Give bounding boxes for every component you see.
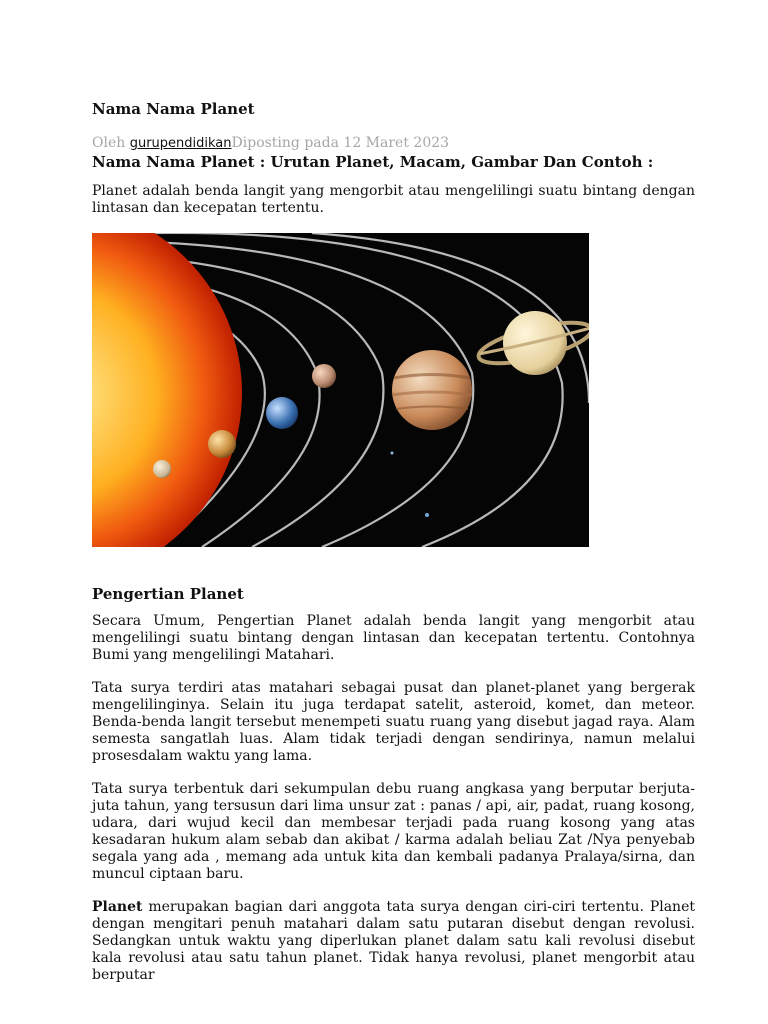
author-link[interactable]: gurupendidikan <box>129 136 232 151</box>
byline-prefix: Oleh <box>92 135 130 151</box>
distant-planet-icon <box>391 452 394 455</box>
mercury-icon <box>153 460 171 478</box>
section-title: Pengertian Planet <box>92 585 244 604</box>
paragraph-definition: Secara Umum, Pengertian Planet adalah benda langit yang mengorbit atau mengelilingi suatu bintang dengan lintasan dan kecepatan tertentu. Contohnya Bumi yang mengelilingi Matahari. <box>92 613 695 664</box>
paragraph-formation: Tata surya terbentuk dari sekumpulan debu ruang angkasa yang berputar berjuta-juta tahun, yang tersusun dari lima unsur zat : panas / api, air, padat, ruang kosong, udara, dari wujud kecil dan membesar terjadi pada ruang kosong yang atas kesadaran hukum alam sebab dan akibat / karma adalah beliau Zat /Nya penyebab segala yang ada , memang ada untuk kita dan kembali padanya Pralaya/sirna, dan muncul ciptaan baru. <box>92 781 695 883</box>
venus-icon <box>208 430 236 458</box>
article-body <box>92 100 695 1000</box>
intro-paragraph: Planet adalah benda langit yang mengorbit atau mengelilingi suatu bintang dengan lintasan dan kecepatan tertentu. <box>92 183 695 217</box>
earth-icon <box>266 397 298 429</box>
article-subtitle: Nama Nama Planet : Urutan Planet, Macam, Gambar Dan Contoh : <box>92 153 654 172</box>
posted-date: Diposting pada 12 Maret 2023 <box>231 135 450 151</box>
paragraph-planet <box>92 899 695 984</box>
solar-system-image <box>92 233 589 547</box>
byline <box>92 136 695 151</box>
planet-term: Planet <box>92 899 143 916</box>
article-title: Nama Nama Planet <box>92 100 255 118</box>
planet-description: merupakan bagian dari anggota tata surya dengan ciri-ciri tertentu. Planet dengan mengitari penuh matahari dalam satu putaran disebut dengan revolusi. Sedangkan untuk waktu yang diperlukan planet dalam satu kali revolusi disebut kala revolusi atau satu tahun planet. Tidak hanya revolusi, planet mengorbit atau berputar <box>92 899 695 984</box>
paragraph-solar-system: Tata surya terdiri atas matahari sebagai pusat dan planet-planet yang bergerak mengelilinginya. Selain itu juga terdapat satelit, asteroid, komet, dan meteor. Benda-benda langit tersebut menempeti suatu ruang yang disebut jagad raya. Alam semesta sangatlah luas. Alam tidak terjadi dengan sendirinya, namun melalui prosesdalam waktu yang lama. <box>92 680 695 765</box>
mars-icon <box>312 364 336 388</box>
jupiter-icon <box>392 350 472 430</box>
distant-planet-icon <box>425 513 429 517</box>
